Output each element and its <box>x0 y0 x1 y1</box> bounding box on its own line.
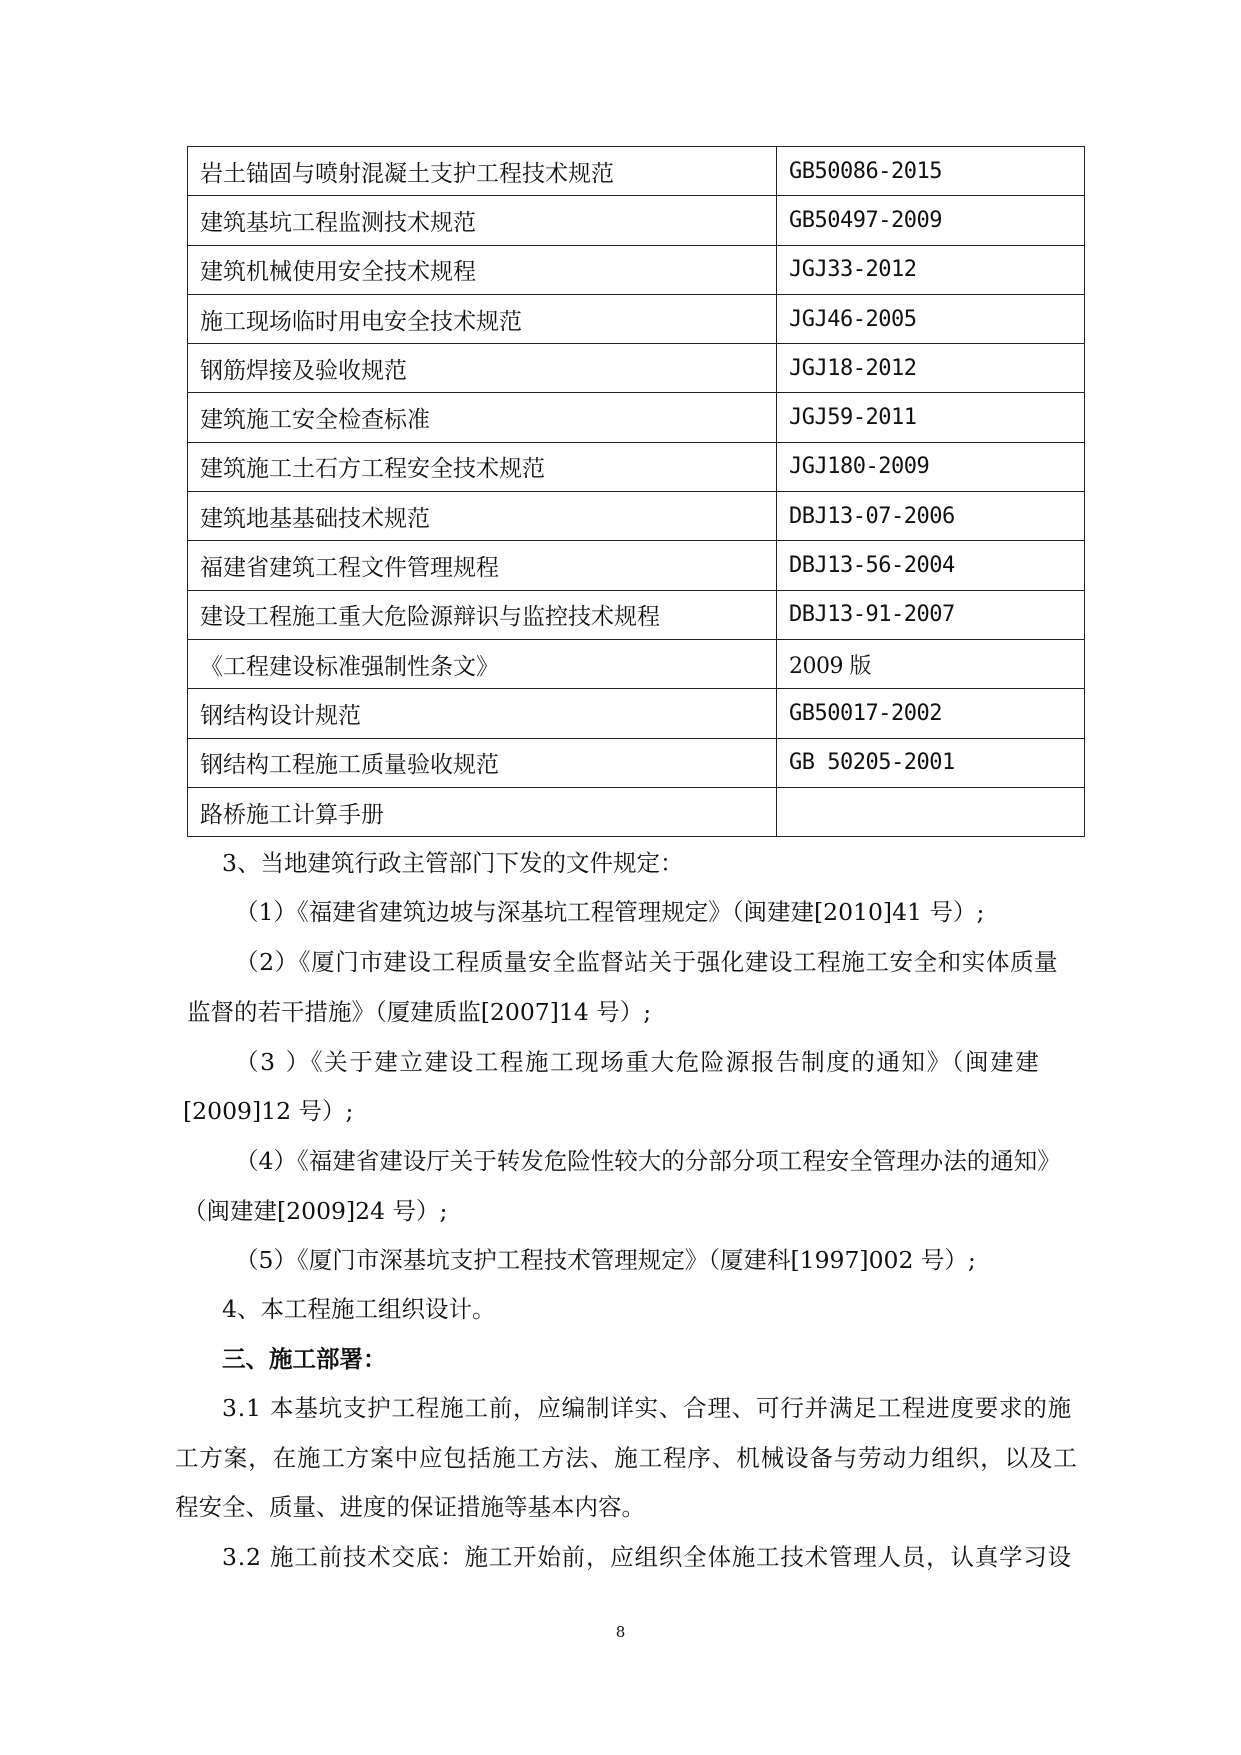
regulation-2-line-2: 监督的若干措施》（厦建质监[2007]14 号）; <box>187 998 652 1026</box>
standard-code-cell: GB50017-2002 <box>777 689 1085 738</box>
paragraph-3-2-line-1: 3.2 施工前技术交底：施工开始前，应组织全体施工技术管理人员，认真学习设 <box>222 1543 1072 1571</box>
standard-name-cell: 建筑基坑工程监测技术规范 <box>188 196 777 245</box>
standard-name-cell: 钢筋焊接及验收规范 <box>188 344 777 393</box>
standards-table-row <box>188 294 1085 343</box>
standard-code-cell: JGJ18-2012 <box>777 344 1085 393</box>
standard-name-cell: 建筑施工土石方工程安全技术规范 <box>188 442 777 491</box>
standard-code-cell: JGJ180-2009 <box>777 442 1085 491</box>
standards-table-row <box>188 196 1085 245</box>
standard-name-cell: 建筑机械使用安全技术规程 <box>188 245 777 294</box>
item-4-text: 4、本工程施工组织设计。 <box>222 1295 496 1323</box>
standard-name-cell: 施工现场临时用电安全技术规范 <box>188 294 777 343</box>
regulation-4-line-1: （4）《福建省建设厅关于转发危险性较大的分部分项工程安全管理办法的通知》 <box>235 1147 1061 1175</box>
standard-name-cell: 钢结构工程施工质量验收规范 <box>188 738 777 787</box>
standards-table-row <box>188 492 1085 541</box>
standards-table-row <box>188 738 1085 787</box>
paragraph-3-1-line-1: 3.1 本基坑支护工程施工前，应编制详实、合理、可行并满足工程进度要求的施 <box>222 1394 1072 1422</box>
standard-code-cell: DBJ13-91-2007 <box>777 590 1085 639</box>
standard-name-cell: 《工程建设标准强制性条文》 <box>188 639 777 688</box>
page-number: 8 <box>615 1623 626 1641</box>
standards-table-row <box>188 147 1085 196</box>
standards-table <box>187 146 1085 837</box>
standard-name-cell: 岩土锚固与喷射混凝土支护工程技术规范 <box>188 147 777 196</box>
item-3-text: 3、当地建筑行政主管部门下发的文件规定： <box>222 849 684 877</box>
regulation-5: （5）《厦门市深基坑支护工程技术管理规定》（厦建科[1997]002 号）; <box>235 1246 976 1274</box>
standard-code-cell: JGJ59-2011 <box>777 393 1085 442</box>
standards-table-row <box>188 787 1085 836</box>
standard-code-cell: DBJ13-56-2004 <box>777 541 1085 590</box>
standards-table-body <box>188 147 1085 837</box>
regulation-2-line-1: （2）《厦门市建设工程质量安全监督站关于强化建设工程施工安全和实体质量 <box>235 948 1059 976</box>
regulation-1: （1）《福建省建筑边坡与深基坑工程管理规定》（闽建建[2010]41 号）; <box>235 898 985 926</box>
standard-code-cell: JGJ46-2005 <box>777 294 1085 343</box>
standards-table-row <box>188 442 1085 491</box>
section-3-heading: 三、施工部署： <box>222 1345 387 1373</box>
regulation-4-line-2: （闽建建[2009]24 号）; <box>183 1197 448 1225</box>
standard-name-cell: 建设工程施工重大危险源辩识与监控技术规程 <box>188 590 777 639</box>
standard-name-cell: 建筑施工安全检查标准 <box>188 393 777 442</box>
standard-name-cell: 福建省建筑工程文件管理规程 <box>188 541 777 590</box>
standards-table-row <box>188 639 1085 688</box>
standards-table-row <box>188 245 1085 294</box>
standard-code-cell: DBJ13-07-2006 <box>777 492 1085 541</box>
standard-code-cell: GB50497-2009 <box>777 196 1085 245</box>
standard-name-cell: 钢结构设计规范 <box>188 689 777 738</box>
standard-code-cell: 2009 版 <box>777 639 1085 688</box>
standards-table-row <box>188 590 1085 639</box>
regulation-3-line-1: （3 ）《关于建立建设工程施工现场重大危险源报告制度的通知》（闽建建 <box>235 1048 1041 1076</box>
standard-name-cell: 建筑地基基础技术规范 <box>188 492 777 541</box>
standards-table-row <box>188 344 1085 393</box>
standard-name-cell: 路桥施工计算手册 <box>188 787 777 836</box>
standard-code-cell: JGJ33-2012 <box>777 245 1085 294</box>
standard-code-cell: GB 50205-2001 <box>777 738 1085 787</box>
standards-table-row <box>188 541 1085 590</box>
standard-code-cell: GB50086-2015 <box>777 147 1085 196</box>
paragraph-3-1-line-2: 工方案，在施工方案中应包括施工方法、施工程序、机械设备与劳动力组织，以及工 <box>175 1444 1078 1472</box>
standard-code-cell <box>777 787 1085 836</box>
regulation-3-line-2: [2009]12 号）; <box>183 1097 354 1125</box>
paragraph-3-1-line-3: 程安全、质量、进度的保证措施等基本内容。 <box>175 1493 645 1521</box>
standards-table-row <box>188 689 1085 738</box>
standards-table-row <box>188 393 1085 442</box>
